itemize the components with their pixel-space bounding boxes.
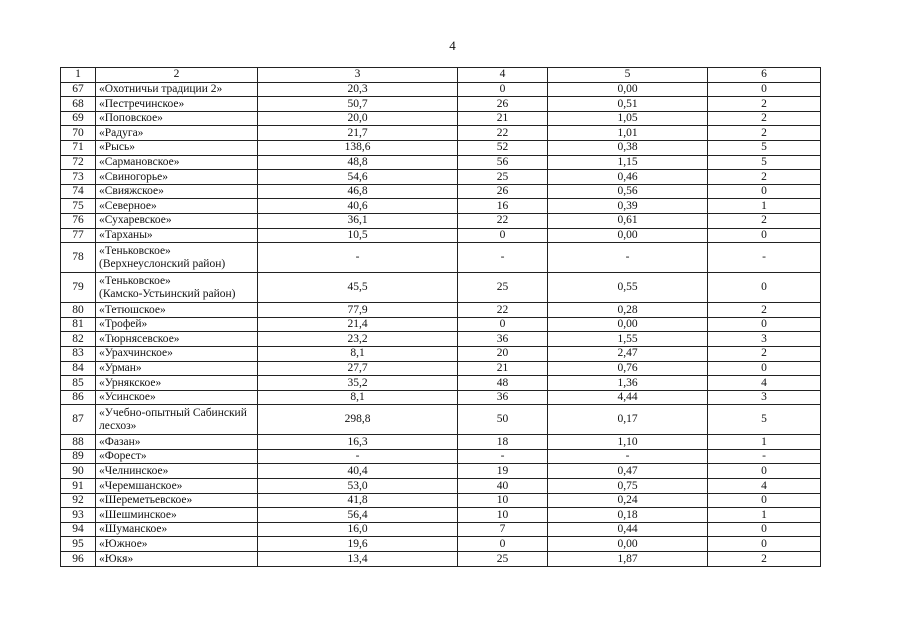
value-cell-col5: 0,44 [548,522,708,537]
name-line: «Радуга» [99,126,144,139]
name-cell [96,97,258,112]
name-line: «Шереметьевское» [99,494,193,507]
value-cell-col5: 0,56 [548,184,708,199]
value-cell-col5: 0,39 [548,199,708,214]
row-number-cell: 85 [61,376,96,391]
name-line: «Свияжское» [99,185,164,198]
value-cell-col4: 52 [458,140,548,155]
row-number-cell: 70 [61,126,96,141]
column-header: 5 [548,68,708,83]
value-cell-col4: 26 [458,184,548,199]
table-row [61,449,821,464]
value-cell-col4: 7 [458,522,548,537]
value-cell-col5: 0,75 [548,479,708,494]
row-number-cell: 90 [61,464,96,479]
row-number-cell: 81 [61,317,96,332]
row-number-cell: 69 [61,111,96,126]
value-cell-col4: 10 [458,508,548,523]
value-cell-col5: 0,00 [548,317,708,332]
value-cell-col5: 0,51 [548,97,708,112]
value-cell-col4: 0 [458,228,548,243]
table-row [61,243,821,273]
value-cell-col4: 56 [458,155,548,170]
name-cell [96,140,258,155]
value-cell-col6: - [708,449,821,464]
value-cell-col5: 1,55 [548,332,708,347]
row-number-cell: 77 [61,228,96,243]
table-row [61,493,821,508]
row-number-cell: 94 [61,522,96,537]
table-row [61,537,821,552]
value-cell-col6: 0 [708,273,821,303]
row-number-cell: 68 [61,97,96,112]
table-row [61,97,821,112]
table-row [61,184,821,199]
name-cell [96,361,258,376]
column-header: 4 [458,68,548,83]
value-cell-col5: 0,17 [548,405,708,435]
value-cell-col6: 2 [708,303,821,318]
name-cell [96,213,258,228]
table-row [61,508,821,523]
value-cell-col6: 0 [708,184,821,199]
value-cell-col5: 0,61 [548,213,708,228]
row-number-cell: 93 [61,508,96,523]
name-cell [96,126,258,141]
value-cell-col3: 20,3 [258,82,458,97]
table-row [61,346,821,361]
table-row [61,522,821,537]
value-cell-col6: 0 [708,82,821,97]
name-line: «Учебно-опытный Сабинский [99,407,247,420]
value-cell-col3: 45,5 [258,273,458,303]
table-row [61,390,821,405]
value-cell-col3: - [258,449,458,464]
name-line: «Рысь» [99,141,135,154]
name-cell [96,537,258,552]
value-cell-col6: 2 [708,97,821,112]
name-cell [96,170,258,185]
row-number-cell: 71 [61,140,96,155]
table-row [61,405,821,435]
name-cell [96,184,258,199]
name-cell [96,155,258,170]
row-number-cell: 89 [61,449,96,464]
name-line: «Теньковское» [99,244,171,257]
value-cell-col6: 0 [708,537,821,552]
value-cell-col4: 22 [458,213,548,228]
value-cell-col3: 50,7 [258,97,458,112]
page-number: 4 [449,38,456,53]
value-cell-col4: 48 [458,376,548,391]
table-row [61,273,821,303]
table-row [61,126,821,141]
value-cell-col3: 56,4 [258,508,458,523]
name-line: «Пестречинское» [99,97,185,110]
value-cell-col3: 35,2 [258,376,458,391]
value-cell-col5: 1,36 [548,376,708,391]
name-line: «Охотничьи традиции 2» [99,83,223,96]
value-cell-col5: 0,38 [548,140,708,155]
value-cell-col6: 2 [708,170,821,185]
table-row [61,111,821,126]
value-cell-col5: - [548,449,708,464]
row-number-cell: 88 [61,435,96,450]
value-cell-col3: 13,4 [258,552,458,567]
name-cell [96,464,258,479]
name-line: лесхоз» [99,419,137,432]
name-line: «Северное» [99,199,157,212]
value-cell-col3: 138,6 [258,140,458,155]
row-number-cell: 83 [61,346,96,361]
value-cell-col5: 0,00 [548,228,708,243]
name-line: «Челнинское» [99,464,169,477]
value-cell-col6: 0 [708,493,821,508]
value-cell-col3: 36,1 [258,213,458,228]
row-number-cell: 92 [61,493,96,508]
value-cell-col5: 4,44 [548,390,708,405]
name-cell [96,390,258,405]
value-cell-col3: 41,8 [258,493,458,508]
value-cell-col3: 40,6 [258,199,458,214]
value-cell-col4: 25 [458,552,548,567]
table-row [61,332,821,347]
value-cell-col4: - [458,449,548,464]
value-cell-col6: 2 [708,552,821,567]
value-cell-col3: 16,3 [258,435,458,450]
value-cell-col6: 5 [708,405,821,435]
value-cell-col6: 0 [708,228,821,243]
row-number-cell: 75 [61,199,96,214]
name-line: «Тюрнясевское» [99,332,180,345]
table-row [61,228,821,243]
value-cell-col4: 36 [458,390,548,405]
name-cell [96,111,258,126]
value-cell-col4: 10 [458,493,548,508]
value-cell-col4: 0 [458,82,548,97]
value-cell-col5: 1,10 [548,435,708,450]
name-cell [96,449,258,464]
table-row [61,376,821,391]
value-cell-col3: 21,7 [258,126,458,141]
value-cell-col6: 5 [708,140,821,155]
value-cell-col6: 2 [708,346,821,361]
row-number-cell: 74 [61,184,96,199]
value-cell-col5: 1,15 [548,155,708,170]
value-cell-col5: 0,55 [548,273,708,303]
row-number-cell: 82 [61,332,96,347]
value-cell-col5: 0,00 [548,537,708,552]
column-header: 6 [708,68,821,83]
value-cell-col6: 1 [708,199,821,214]
row-number-cell: 86 [61,390,96,405]
table-row [61,213,821,228]
name-line: «Южное» [99,537,148,550]
name-cell [96,552,258,567]
value-cell-col5: 0,18 [548,508,708,523]
value-cell-col3: - [258,243,458,273]
row-number-cell: 73 [61,170,96,185]
name-cell [96,346,258,361]
value-cell-col5: 1,87 [548,552,708,567]
value-cell-col6: 0 [708,464,821,479]
value-cell-col3: 298,8 [258,405,458,435]
value-cell-col4: 16 [458,199,548,214]
name-line: «Шешминское» [99,508,177,521]
value-cell-col6: 2 [708,111,821,126]
value-cell-col3: 27,7 [258,361,458,376]
table-row [61,479,821,494]
name-cell [96,273,258,303]
value-cell-col6: 0 [708,317,821,332]
row-number-cell: 80 [61,303,96,318]
name-line: «Урнякское» [99,376,162,389]
value-cell-col3: 10,5 [258,228,458,243]
name-cell [96,199,258,214]
value-cell-col6: 2 [708,213,821,228]
row-number-cell: 76 [61,213,96,228]
name-line: «Теньковское» [99,274,171,287]
name-line: «Тетюшское» [99,303,166,316]
value-cell-col3: 54,6 [258,170,458,185]
column-header: 2 [96,68,258,83]
value-cell-col5: 0,28 [548,303,708,318]
name-line: «Юкя» [99,552,134,565]
value-cell-col6: 4 [708,479,821,494]
value-cell-col3: 21,4 [258,317,458,332]
value-cell-col4: 0 [458,537,548,552]
row-number-cell: 67 [61,82,96,97]
value-cell-col4: 21 [458,361,548,376]
value-cell-col4: 19 [458,464,548,479]
table-row [61,317,821,332]
value-cell-col6: 4 [708,376,821,391]
value-cell-col3: 8,1 [258,390,458,405]
value-cell-col6: 5 [708,155,821,170]
value-cell-col5: 1,05 [548,111,708,126]
value-cell-col5: 0,76 [548,361,708,376]
value-cell-col6: 2 [708,126,821,141]
value-cell-col4: 21 [458,111,548,126]
value-cell-col5: 0,24 [548,493,708,508]
name-cell [96,317,258,332]
value-cell-col6: 0 [708,361,821,376]
name-cell [96,493,258,508]
value-cell-col3: 8,1 [258,346,458,361]
value-cell-col5: 0,47 [548,464,708,479]
table-row [61,140,821,155]
value-cell-col5: 2,47 [548,346,708,361]
name-cell [96,82,258,97]
table-row [61,199,821,214]
name-line: «Трофей» [99,318,148,331]
name-cell [96,522,258,537]
column-header: 1 [61,68,96,83]
value-cell-col4: 26 [458,97,548,112]
name-cell [96,332,258,347]
name-line: «Сухаревское» [99,214,172,227]
value-cell-col6: 3 [708,332,821,347]
table-row [61,170,821,185]
value-cell-col6: 3 [708,390,821,405]
value-cell-col4: 20 [458,346,548,361]
row-number-cell: 91 [61,479,96,494]
table-row [61,361,821,376]
table-row [61,435,821,450]
name-line: «Фазан» [99,435,141,448]
value-cell-col3: 16,0 [258,522,458,537]
name-cell [96,228,258,243]
column-number-row [61,68,821,83]
value-cell-col4: 0 [458,317,548,332]
value-cell-col4: 50 [458,405,548,435]
value-cell-col3: 19,6 [258,537,458,552]
row-number-cell: 72 [61,155,96,170]
row-number-cell: 87 [61,405,96,435]
column-header: 3 [258,68,458,83]
name-line: «Урман» [99,361,142,374]
value-cell-col4: 18 [458,435,548,450]
row-number-cell: 79 [61,273,96,303]
value-cell-col4: 25 [458,273,548,303]
value-cell-col6: 1 [708,435,821,450]
value-cell-col5: 1,01 [548,126,708,141]
value-cell-col5: 0,46 [548,170,708,185]
value-cell-col4: 36 [458,332,548,347]
value-cell-col3: 20,0 [258,111,458,126]
row-number-cell: 84 [61,361,96,376]
row-number-cell: 96 [61,552,96,567]
value-cell-col4: 25 [458,170,548,185]
value-cell-col3: 77,9 [258,303,458,318]
row-number-cell: 78 [61,243,96,273]
name-cell [96,479,258,494]
name-line: «Свиногорье» [99,170,168,183]
value-cell-col6: 0 [708,522,821,537]
hunting-grounds-table [60,67,821,567]
value-cell-col3: 40,4 [258,464,458,479]
name-cell [96,376,258,391]
value-cell-col3: 46,8 [258,184,458,199]
value-cell-col3: 53,0 [258,479,458,494]
name-cell [96,508,258,523]
name-cell [96,243,258,273]
value-cell-col4: 22 [458,303,548,318]
table-row [61,464,821,479]
name-cell [96,405,258,435]
name-line: «Усинское» [99,391,156,404]
name-line: «Урахчинское» [99,347,173,360]
value-cell-col4: - [458,243,548,273]
name-line: «Сармановское» [99,156,180,169]
name-line: (Камско-Устьинский район) [99,287,236,300]
table-row [61,155,821,170]
name-line: «Тарханы» [99,229,153,241]
value-cell-col6: - [708,243,821,273]
row-number-cell: 95 [61,537,96,552]
name-cell [96,435,258,450]
name-line: «Черемшанское» [99,479,183,492]
value-cell-col4: 22 [458,126,548,141]
name-line: (Верхнеуслонский район) [99,257,226,270]
name-line: «Поповское» [99,112,163,125]
table-row [61,552,821,567]
value-cell-col6: 1 [708,508,821,523]
value-cell-col5: 0,00 [548,82,708,97]
name-cell [96,303,258,318]
table-body [61,82,821,566]
value-cell-col3: 48,8 [258,155,458,170]
table-row [61,303,821,318]
value-cell-col5: - [548,243,708,273]
value-cell-col3: 23,2 [258,332,458,347]
table-row [61,82,821,97]
value-cell-col4: 40 [458,479,548,494]
name-line: «Шуманское» [99,523,168,536]
name-line: «Форест» [99,450,147,463]
